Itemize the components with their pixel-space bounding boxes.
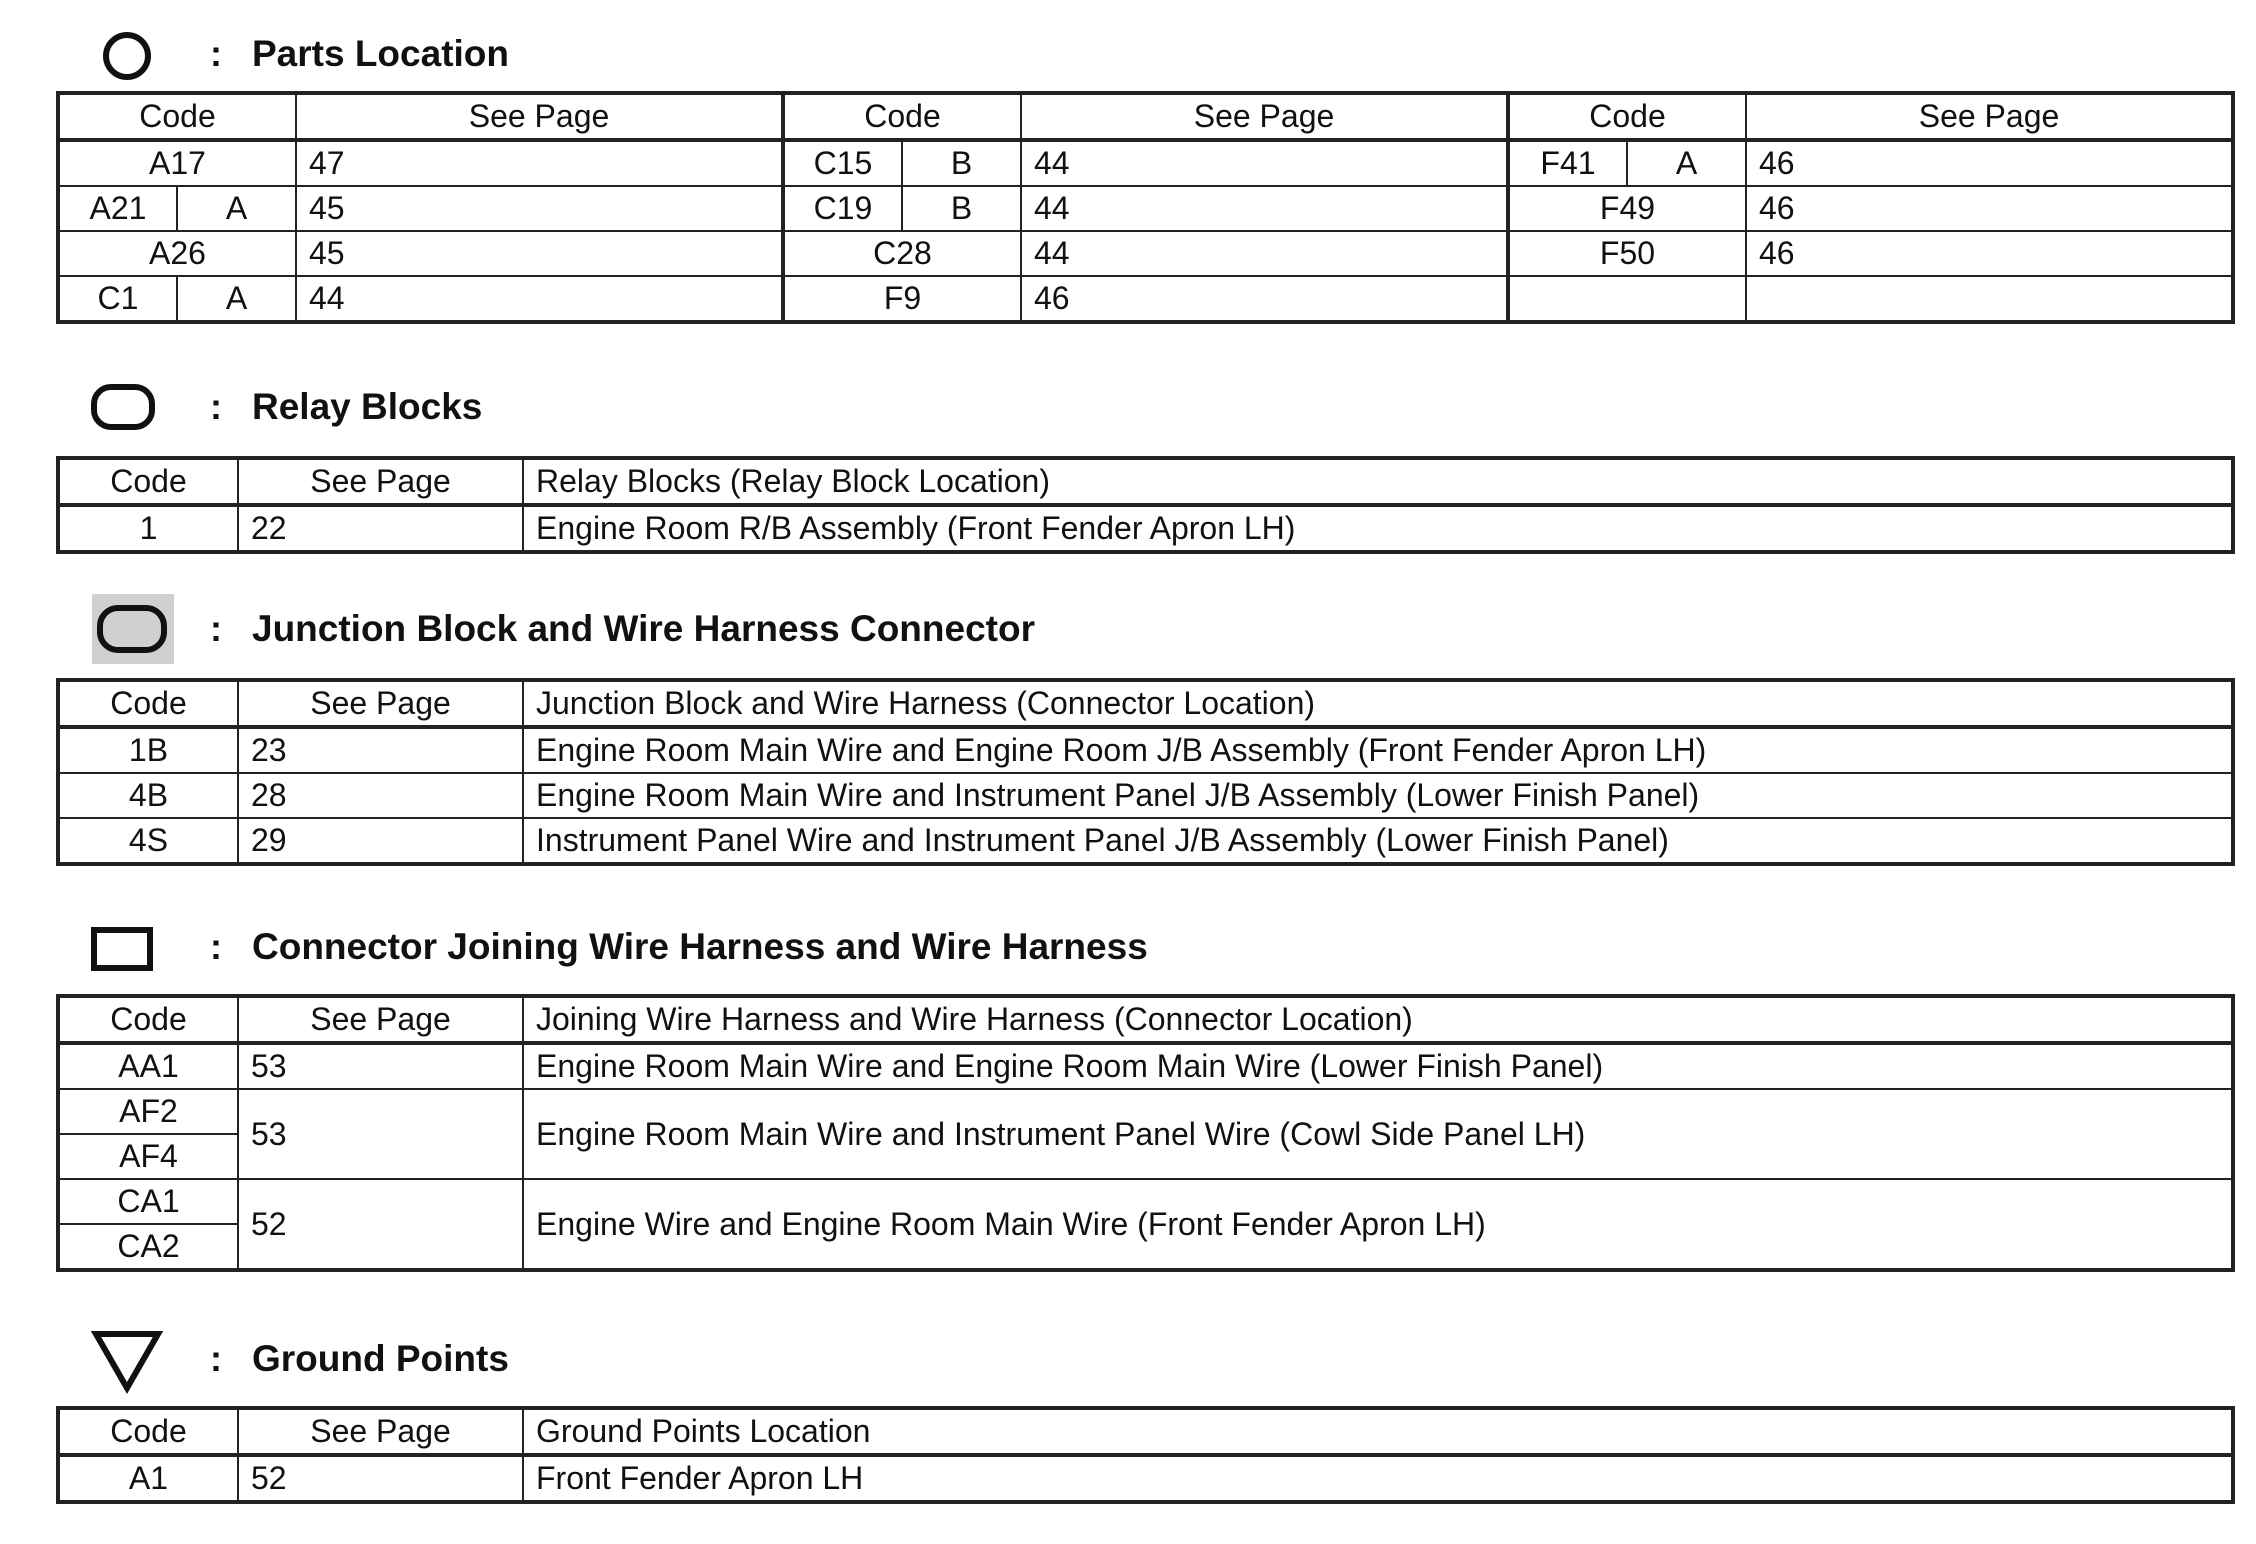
- code-sub-cell: A: [177, 276, 296, 322]
- section-title: Connector Joining Wire Harness and Wire Harness: [252, 926, 1148, 967]
- junction-block-table: [56, 678, 2235, 866]
- code-sub-cell: B: [902, 186, 1021, 231]
- code-cell: F49: [1508, 186, 1746, 231]
- header-see-page: See Page: [238, 680, 523, 727]
- table-header-row: [58, 996, 2233, 1043]
- page-cell: 28: [238, 773, 523, 818]
- table-row: [58, 1043, 2233, 1089]
- page-cell: 44: [1021, 231, 1508, 276]
- page-cell: 44: [1021, 186, 1508, 231]
- code-cell: C15: [783, 140, 902, 186]
- heading-colon: :: [210, 33, 222, 74]
- header-code: Code: [58, 996, 238, 1043]
- code-cell: C1: [58, 276, 177, 322]
- description-cell: Engine Room Main Wire and Instrument Panel Wire (Cowl Side Panel LH): [523, 1089, 2233, 1179]
- page-cell: 44: [296, 276, 783, 322]
- page-cell: 22: [238, 505, 523, 552]
- circle-icon: [100, 29, 154, 83]
- table-header-row: [58, 458, 2233, 505]
- code-sub-cell: A: [1627, 140, 1746, 186]
- table-row: [58, 186, 2233, 231]
- table-row: [58, 231, 2233, 276]
- heading-colon: :: [210, 1338, 222, 1379]
- relay-blocks-heading: [0, 372, 1500, 442]
- code-cell: A1: [58, 1455, 238, 1502]
- ground-points-table: [56, 1406, 2235, 1504]
- page-cell: 45: [296, 186, 783, 231]
- section-title: Junction Block and Wire Harness Connector: [252, 608, 1035, 649]
- rectangle-icon: [90, 926, 156, 972]
- connector-joining-table: [56, 994, 2235, 1272]
- header-code: Code: [1508, 93, 1746, 140]
- code-cell: CA2: [58, 1224, 238, 1270]
- table-row: [58, 140, 2233, 186]
- page-cell: 44: [1021, 140, 1508, 186]
- code-sub-cell: B: [902, 140, 1021, 186]
- header-location: Junction Block and Wire Harness (Connector Location): [523, 680, 2233, 727]
- page-cell: 23: [238, 727, 523, 773]
- rounded-rectangle-icon: [90, 383, 156, 431]
- page-cell: 53: [238, 1043, 523, 1089]
- page-cell: 53: [238, 1089, 523, 1179]
- code-cell: A21: [58, 186, 177, 231]
- ground-points-heading: [0, 1324, 1500, 1394]
- page-cell: 46: [1746, 186, 2233, 231]
- heading-colon: :: [210, 926, 222, 967]
- description-cell: Engine Room Main Wire and Engine Room J/B Assembly (Front Fender Apron LH): [523, 727, 2233, 773]
- heading-colon: :: [210, 386, 222, 427]
- description-cell: Instrument Panel Wire and Instrument Panel J/B Assembly (Lower Finish Panel): [523, 818, 2233, 864]
- page-cell: 46: [1021, 276, 1508, 322]
- header-code: Code: [58, 680, 238, 727]
- code-cell: CA1: [58, 1179, 238, 1224]
- header-location: Ground Points Location: [523, 1408, 2233, 1455]
- code-cell: AA1: [58, 1043, 238, 1089]
- section-title: Ground Points: [252, 1338, 509, 1379]
- code-cell: F9: [783, 276, 1021, 322]
- page-cell: 47: [296, 140, 783, 186]
- parts-location-table: [56, 91, 2235, 324]
- page-cell: 45: [296, 231, 783, 276]
- table-row: [58, 727, 2233, 773]
- page-cell: [1746, 276, 2233, 322]
- code-sub-cell: A: [177, 186, 296, 231]
- header-location: Joining Wire Harness and Wire Harness (Connector Location): [523, 996, 2233, 1043]
- description-cell: Engine Room Main Wire and Engine Room Main Wire (Lower Finish Panel): [523, 1043, 2233, 1089]
- description-cell: Engine Wire and Engine Room Main Wire (Front Fender Apron LH): [523, 1179, 2233, 1270]
- header-code: Code: [58, 1408, 238, 1455]
- section-title: Relay Blocks: [252, 386, 483, 427]
- code-cell: A17: [58, 140, 296, 186]
- description-cell: Engine Room Main Wire and Instrument Panel J/B Assembly (Lower Finish Panel): [523, 773, 2233, 818]
- header-code: Code: [783, 93, 1021, 140]
- connector-joining-heading: [0, 912, 1500, 982]
- code-cell: 1: [58, 505, 238, 552]
- page-cell: 52: [238, 1179, 523, 1270]
- code-cell: A26: [58, 231, 296, 276]
- description-cell: Front Fender Apron LH: [523, 1455, 2233, 1502]
- code-cell: 4B: [58, 773, 238, 818]
- code-cell: AF4: [58, 1134, 238, 1179]
- triangle-down-icon: [90, 1328, 164, 1394]
- relay-blocks-table: [56, 456, 2235, 554]
- heading-colon: :: [210, 608, 222, 649]
- table-row: [58, 818, 2233, 864]
- table-row: [58, 1089, 2233, 1134]
- table-row: [58, 1455, 2233, 1502]
- table-row: [58, 773, 2233, 818]
- header-code: Code: [58, 93, 296, 140]
- page-cell: 29: [238, 818, 523, 864]
- page-cell: 46: [1746, 231, 2233, 276]
- header-see-page: See Page: [238, 458, 523, 505]
- code-cell: [1508, 276, 1746, 322]
- header-see-page: See Page: [238, 1408, 523, 1455]
- header-see-page: See Page: [238, 996, 523, 1043]
- table-row: [58, 505, 2233, 552]
- table-header-row: [58, 1408, 2233, 1455]
- table-row: [58, 1179, 2233, 1224]
- section-title: Parts Location: [252, 33, 509, 74]
- header-code: Code: [58, 458, 238, 505]
- code-cell: C19: [783, 186, 902, 231]
- shaded-rounded-rectangle-icon: [92, 594, 174, 664]
- code-cell: 4S: [58, 818, 238, 864]
- header-see-page: See Page: [1021, 93, 1508, 140]
- code-cell: C28: [783, 231, 1021, 276]
- header-location: Relay Blocks (Relay Block Location): [523, 458, 2233, 505]
- junction-block-heading: [0, 594, 1500, 664]
- table-header-row: [58, 93, 2233, 140]
- parts-location-heading: [0, 19, 1500, 89]
- page-cell: 52: [238, 1455, 523, 1502]
- code-cell: F41: [1508, 140, 1627, 186]
- table-header-row: [58, 680, 2233, 727]
- header-see-page: See Page: [296, 93, 783, 140]
- code-cell: AF2: [58, 1089, 238, 1134]
- description-cell: Engine Room R/B Assembly (Front Fender Apron LH): [523, 505, 2233, 552]
- table-row: [58, 276, 2233, 322]
- code-cell: F50: [1508, 231, 1746, 276]
- code-cell: 1B: [58, 727, 238, 773]
- header-see-page: See Page: [1746, 93, 2233, 140]
- page-cell: 46: [1746, 140, 2233, 186]
